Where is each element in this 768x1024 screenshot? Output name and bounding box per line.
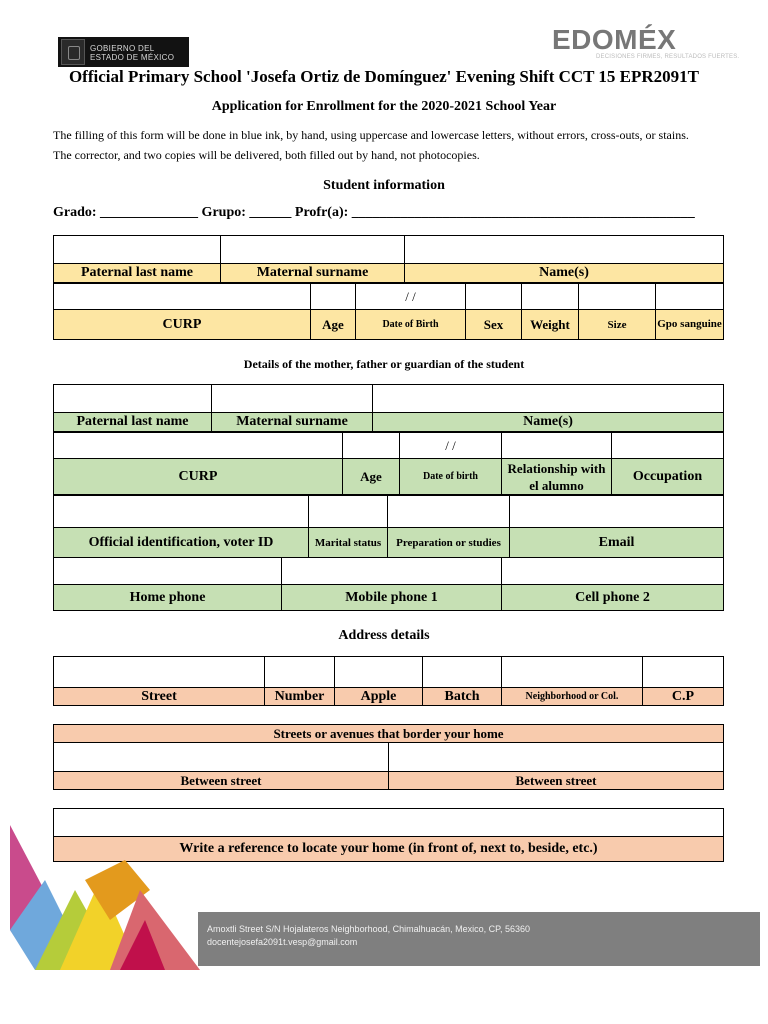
guardian-details-table — [53, 432, 724, 495]
guardian-relationship-input[interactable] — [502, 433, 612, 459]
guardian-name-table — [53, 384, 724, 432]
address-apple-label: Apple — [335, 688, 423, 706]
guardian-relationship-label: Relationship with el alumno — [502, 459, 612, 495]
between-street-1-label: Between street — [54, 772, 389, 790]
guardian-occupation-label: Occupation — [612, 459, 724, 495]
guardian-cell2-label: Cell phone 2 — [502, 585, 724, 611]
edomex-logo-text: EDOMÉX — [552, 24, 677, 55]
address-street-label: Street — [54, 688, 265, 706]
edomex-logo-tagline: DECISIONES FIRMES, RESULTADOS FUERTES. — [596, 54, 740, 60]
address-number-input[interactable] — [265, 657, 335, 688]
address-apple-input[interactable] — [335, 657, 423, 688]
footer-address: Amoxtli Street S/N Hojalateros Neighborhood, Chimalhuacán, Mexico, CP, 56360 — [207, 924, 531, 934]
document-title: Official Primary School 'Josefa Ortiz de Domínguez' Evening Shift CCT 15 EPR2091T — [68, 67, 700, 86]
student-size-label: Size — [579, 310, 656, 340]
student-names-input[interactable] — [405, 236, 724, 264]
student-size-input[interactable] — [579, 284, 656, 310]
guardian-dob-label: Date of birth — [400, 459, 502, 495]
instructions-line-1: The filling of this form will be done in blue ink, by hand, using uppercase and lowercase letters, without errors, cross-outs, or stains. — [53, 128, 689, 142]
address-batch-input[interactable] — [423, 657, 502, 688]
address-street-input[interactable] — [54, 657, 265, 688]
guardian-phones-table — [53, 557, 724, 611]
state-seal-icon — [61, 39, 85, 65]
footer-email: docentejosefa2091t.vesp@gmail.com — [207, 937, 358, 947]
student-sex-input[interactable] — [466, 284, 522, 310]
guardian-names-input[interactable] — [373, 385, 724, 413]
student-maternal-input[interactable] — [221, 236, 405, 264]
student-weight-input[interactable] — [522, 284, 579, 310]
guardian-mobile1-label: Mobile phone 1 — [282, 585, 502, 611]
address-cp-input[interactable] — [643, 657, 724, 688]
student-blood-label: Gpo sanguine — [656, 310, 724, 340]
address-batch-label: Batch — [423, 688, 502, 706]
guardian-official-id-input[interactable] — [54, 496, 309, 528]
grade-group-teacher-line: Grado: ______________ Grupo: ______ Profr(a): _________________________________________________ — [53, 205, 695, 220]
student-names-label: Name(s) — [405, 264, 724, 283]
guardian-maternal-input[interactable] — [212, 385, 373, 413]
guardian-age-input[interactable] — [343, 433, 400, 459]
address-number-label: Number — [265, 688, 335, 706]
student-age-input[interactable] — [311, 284, 356, 310]
guardian-email-input[interactable] — [510, 496, 724, 528]
guardian-marital-label: Marital status — [309, 528, 388, 558]
footer-bar — [198, 912, 760, 966]
student-details-table — [53, 283, 724, 340]
student-blood-input[interactable] — [656, 284, 724, 310]
gov-logo-line1: GOBIERNO DEL — [90, 44, 155, 53]
address-neighborhood-input[interactable] — [502, 657, 643, 688]
student-curp-input[interactable] — [54, 284, 311, 310]
guardian-curp-input[interactable] — [54, 433, 343, 459]
guardian-curp-label: CURP — [54, 459, 343, 495]
bordering-streets-table — [53, 724, 724, 790]
gobierno-estado-mexico-logo — [58, 37, 189, 67]
address-neighborhood-label: Neighborhood or Col. — [502, 688, 643, 706]
student-dob-input[interactable]: / / — [356, 284, 466, 310]
guardian-home-phone-input[interactable] — [54, 558, 282, 585]
edomex-logo — [552, 24, 740, 64]
guardian-official-id-label: Official identification, voter ID — [54, 528, 309, 558]
student-sex-label: Sex — [466, 310, 522, 340]
student-curp-label: CURP — [54, 310, 311, 340]
gov-logo-line2: ESTADO DE MÉXICO — [90, 53, 175, 62]
guardian-paternal-input[interactable] — [54, 385, 212, 413]
student-paternal-input[interactable] — [54, 236, 221, 264]
bordering-streets-title: Streets or avenues that border your home — [54, 725, 724, 743]
guardian-paternal-label: Paternal last name — [54, 413, 212, 432]
guardian-age-label: Age — [343, 459, 400, 495]
guardian-email-label: Email — [510, 528, 724, 558]
guardian-occupation-input[interactable] — [612, 433, 724, 459]
home-reference-label: Write a reference to locate your home (in front of, next to, beside, etc.) — [54, 837, 724, 862]
student-section-title: Student information — [323, 178, 445, 193]
address-table — [53, 656, 724, 706]
between-street-2-input[interactable] — [389, 743, 724, 772]
student-paternal-label: Paternal last name — [54, 264, 221, 283]
guardian-preparation-label: Preparation or studies — [388, 528, 510, 558]
student-age-label: Age — [311, 310, 356, 340]
guardian-maternal-label: Maternal surname — [212, 413, 373, 432]
student-name-table — [53, 235, 724, 283]
guardian-contact-table — [53, 495, 724, 558]
student-maternal-label: Maternal surname — [221, 264, 405, 283]
guardian-preparation-input[interactable] — [388, 496, 510, 528]
guardian-home-phone-label: Home phone — [54, 585, 282, 611]
student-dob-label: Date of Birth — [356, 310, 466, 340]
document-subtitle: Application for Enrollment for the 2020-2021 School Year — [211, 99, 557, 114]
edomex-decorative-shapes — [0, 820, 200, 980]
guardian-mobile1-input[interactable] — [282, 558, 502, 585]
instructions-line-2: The corrector, and two copies will be delivered, both filled out by hand, not photocopies. — [53, 148, 480, 162]
guardian-section-title: Details of the mother, father or guardian of the student — [243, 357, 525, 371]
student-weight-label: Weight — [522, 310, 579, 340]
guardian-dob-input[interactable]: / / — [400, 433, 502, 459]
guardian-marital-input[interactable] — [309, 496, 388, 528]
between-street-2-label: Between street — [389, 772, 724, 790]
guardian-names-label: Name(s) — [373, 413, 724, 432]
address-cp-label: C.P — [643, 688, 724, 706]
guardian-cell2-input[interactable] — [502, 558, 724, 585]
between-street-1-input[interactable] — [54, 743, 389, 772]
address-section-title: Address details — [338, 628, 430, 643]
